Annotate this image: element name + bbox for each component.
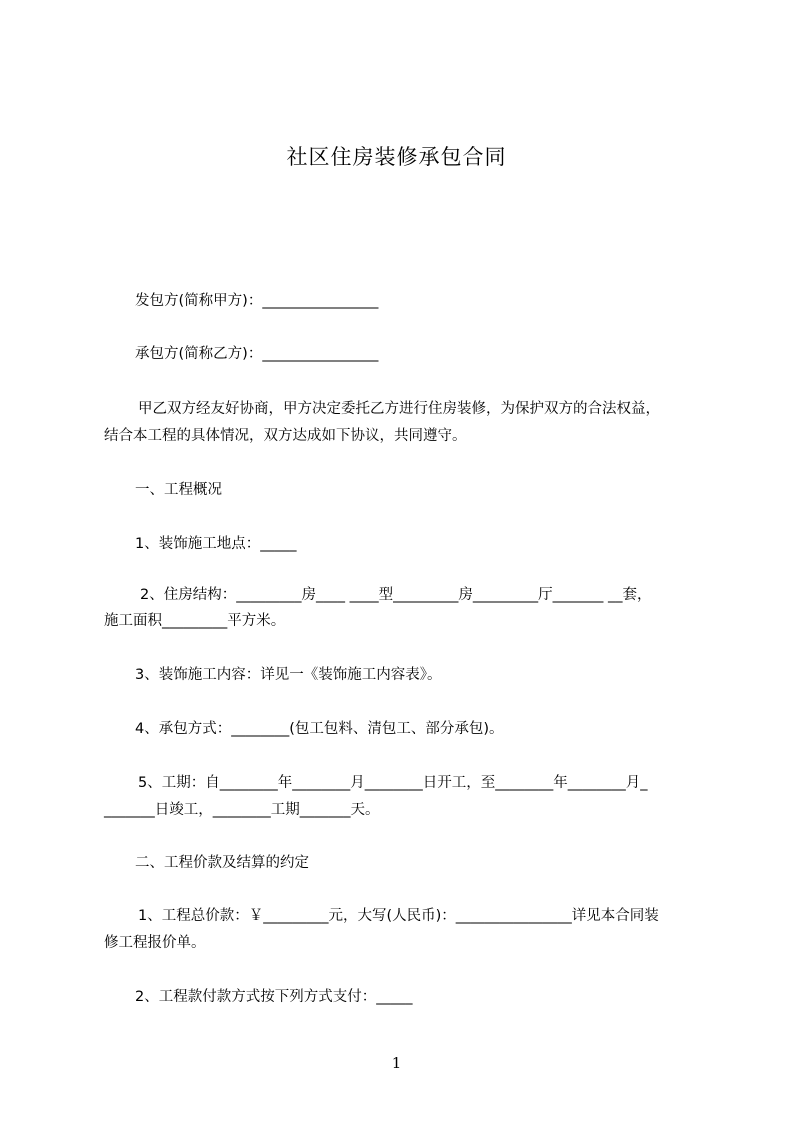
clause-payment-method: 2、工程款付款方式按下列方式支付：_____: [135, 989, 413, 1005]
intro-paragraph-line-1: 甲乙双方经友好协商，甲方决定委托乙方进行住房装修，为保护双方的合法权益，: [138, 401, 660, 417]
clause-construction-site: 1、装饰施工地点：_____: [135, 536, 297, 552]
page-number: 1: [391, 1054, 402, 1072]
document-title: 社区住房装修承包合同: [286, 145, 507, 169]
party-b-line: 承包方(简称乙方)：________________: [135, 346, 379, 362]
clause-housing-structure-line-2: 施工面积_________平方米。: [104, 613, 286, 629]
clause-housing-structure-line-1: 2、住房结构：_________房____ ____型_________房_________厅_______ __套，: [140, 587, 652, 603]
intro-paragraph-line-2: 结合本工程的具体情况，双方达成如下协议，共同遵守。: [104, 428, 467, 444]
clause-schedule-line-1: 5、工期：自________年________月________日开工，至________年________月_: [138, 775, 648, 791]
section-heading-price-settlement: 二、工程价款及结算的约定: [135, 855, 309, 871]
clause-total-price-line-2: 修工程报价单。: [104, 935, 206, 951]
party-a-line: 发包方(简称甲方)：________________: [135, 293, 379, 309]
clause-contract-method: 4、承包方式：________(包工包料、清包工、部分承包)。: [135, 721, 504, 737]
section-heading-project-overview: 一、工程概况: [135, 482, 222, 498]
clause-schedule-line-2: _______日竣工，________工期_______天。: [104, 802, 380, 818]
clause-total-price-line-1: 1、工程总价款：￥_________元，大写(人民币)：________________详见本合同装: [138, 908, 659, 924]
clause-construction-content: 3、装饰施工内容：详见一《装饰施工内容表》。: [135, 667, 442, 683]
